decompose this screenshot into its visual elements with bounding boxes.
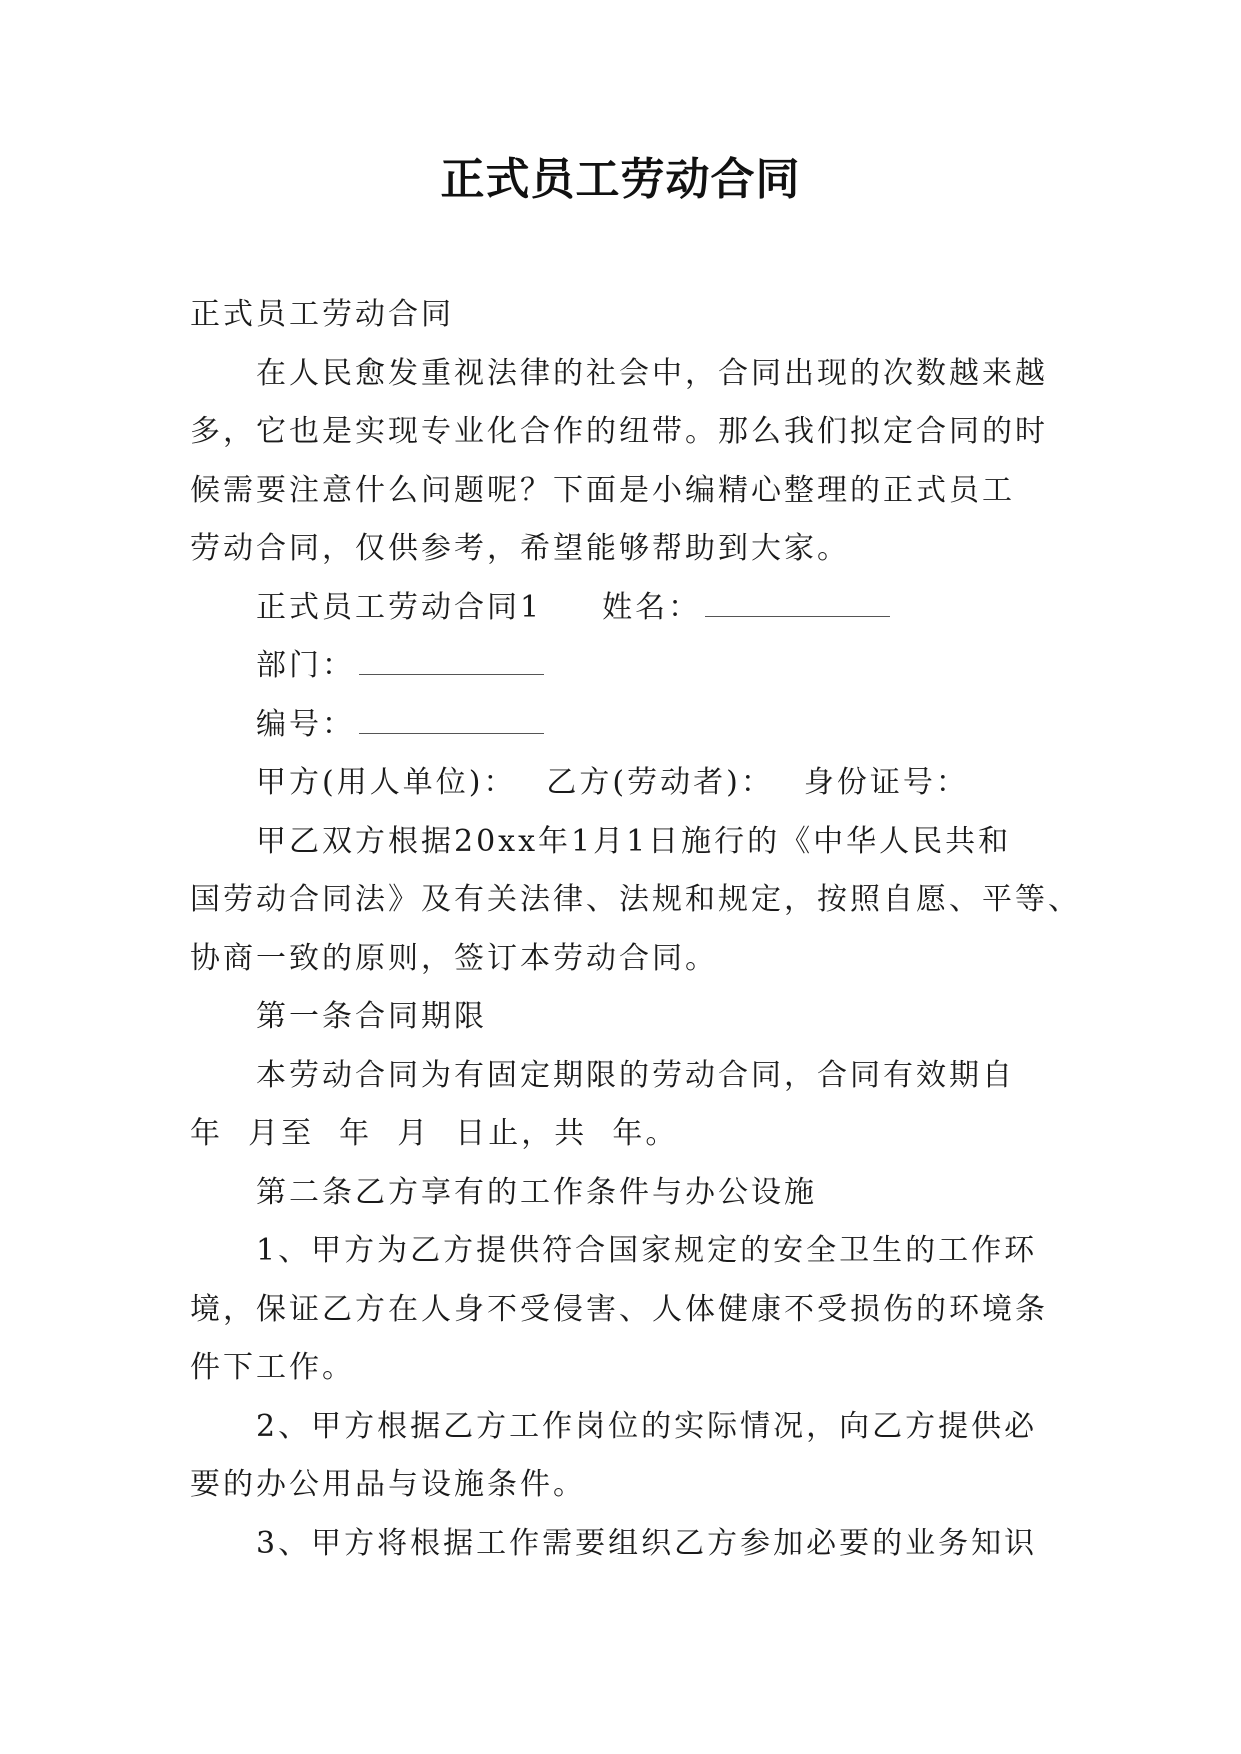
- contract-header-line: [190, 579, 1050, 638]
- dept-label: 部门：: [256, 648, 355, 683]
- item-2-line: 要的办公用品与设施条件。: [190, 1467, 586, 1502]
- basis-line: 甲乙双方根据20xx年1月1日施行的《中华人民共和: [256, 823, 1012, 859]
- name-label: 姓名：: [602, 589, 702, 625]
- number-blank-field[interactable]: [359, 707, 544, 734]
- basis-line: 国劳动合同法》及有关法律、法规和规定，按照自愿、平等、: [190, 882, 1081, 917]
- contract-number-label: 正式员工劳动合同1: [256, 589, 543, 625]
- number-line: [190, 696, 1050, 755]
- intro-line: 劳动合同，仅供参考，希望能够帮助到大家。: [190, 531, 850, 566]
- basis-line: 协商一致的原则，签订本劳动合同。: [190, 940, 718, 976]
- party-b-label: 乙方(劳动者)：: [546, 765, 774, 800]
- article-1-line: 年 月至 年 月 日止，共 年。: [190, 1116, 679, 1151]
- item-1-line: 境，保证乙方在人身不受侵害、人体健康不受损伤的环境条: [190, 1291, 1048, 1327]
- item-1-line: 件下工作。: [190, 1350, 355, 1385]
- intro-line: 多，它也是实现专业化合作的纽带。那么我们拟定合同的时: [190, 414, 1048, 449]
- section-heading: 正式员工劳动合同: [190, 297, 454, 332]
- party-a-label: 甲方(用人单位)：: [256, 765, 517, 800]
- article-1-title: 第一条合同期限: [256, 999, 487, 1034]
- dept-blank-field[interactable]: [359, 648, 544, 675]
- intro-line: 在人民愈发重视法律的社会中，合同出现的次数越来越: [256, 355, 1048, 391]
- intro-line: 候需要注意什么问题呢？下面是小编精心整理的正式员工: [190, 472, 1015, 508]
- article-1-line: 本劳动合同为有固定期限的劳动合同，合同有效期自: [256, 1057, 1015, 1093]
- name-blank-field[interactable]: [705, 590, 890, 617]
- item-3-line: 3、甲方将根据工作需要组织乙方参加必要的业务知识: [256, 1525, 1038, 1561]
- article-2-title: 第二条乙方享有的工作条件与办公设施: [256, 1174, 817, 1210]
- parties-line: [190, 754, 1050, 813]
- item-1-line: 1、甲方为乙方提供符合国家规定的安全卫生的工作环: [256, 1233, 1038, 1268]
- item-2-line: 2、甲方根据乙方工作岗位的实际情况，向乙方提供必: [256, 1408, 1038, 1444]
- id-label: 身份证号：: [803, 765, 969, 800]
- number-label: 编号：: [256, 706, 355, 742]
- document-title: 正式员工劳动合同: [440, 154, 801, 205]
- dept-line: [190, 637, 1050, 696]
- document-body: [190, 286, 1081, 1573]
